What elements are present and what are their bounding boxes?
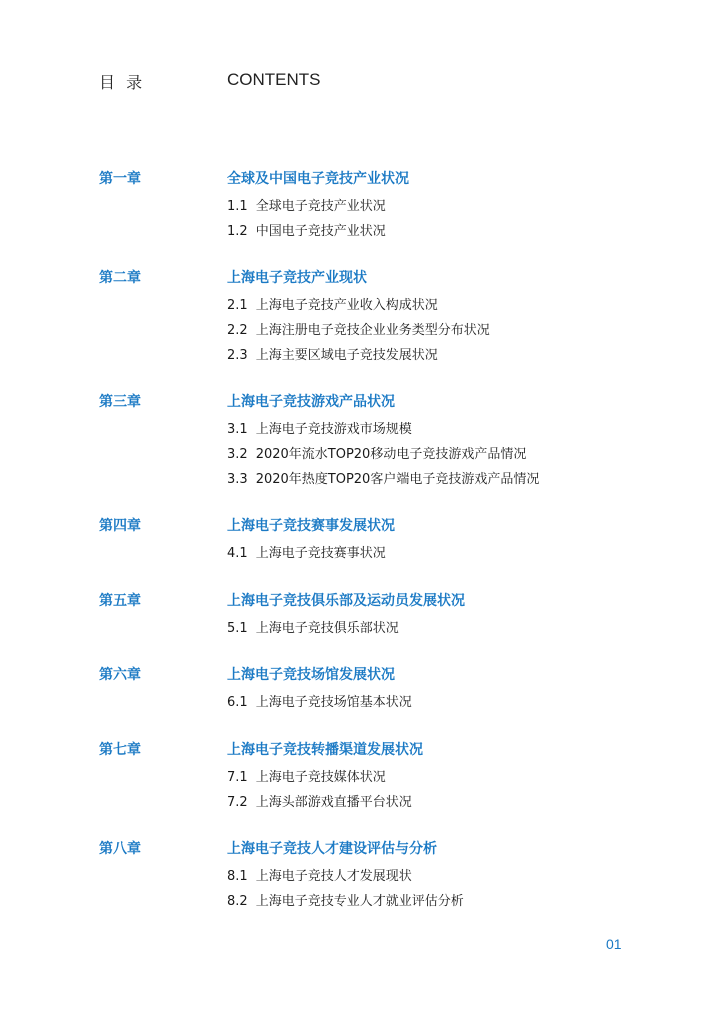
section-number: 3.2 <box>227 447 248 462</box>
section-title: 2020年热度TOP20客户端电子竞技游戏产品情况 <box>255 472 540 487</box>
chapter-title[interactable]: 上海电子竞技俱乐部及运动员发展状况 <box>227 593 465 609</box>
chapter-number: 第四章 <box>99 518 141 534</box>
section-title: 上海电子竞技产业收入构成状况 <box>255 298 438 313</box>
section-title: 上海电子竞技游戏市场规模 <box>255 422 412 437</box>
section-title: 上海电子竞技媒体状况 <box>255 770 386 785</box>
section-entry[interactable] <box>227 617 399 636</box>
chapter-number: 第三章 <box>99 394 141 410</box>
chapter-number: 第二章 <box>99 270 141 286</box>
chapter-title[interactable]: 上海电子竞技转播渠道发展状况 <box>227 742 423 758</box>
section-entry[interactable] <box>227 344 438 363</box>
section-title: 2020年流水TOP20移动电子竞技游戏产品情况 <box>255 447 527 462</box>
section-number: 1.2 <box>227 224 248 239</box>
chapter-title[interactable]: 上海电子竞技赛事发展状况 <box>227 518 395 534</box>
section-number: 2.3 <box>227 348 248 363</box>
section-title: 上海头部游戏直播平台状况 <box>255 795 412 810</box>
section-number: 1.1 <box>227 199 248 214</box>
section-number: 3.3 <box>227 472 248 487</box>
section-entry[interactable] <box>227 319 490 338</box>
section-entry[interactable] <box>227 865 412 884</box>
section-entry[interactable] <box>227 691 412 710</box>
section-title: 上海主要区域电子竞技发展状况 <box>255 348 438 363</box>
toc-header-label: 目 录 <box>99 73 146 92</box>
section-number: 5.1 <box>227 621 248 636</box>
section-entry[interactable] <box>227 294 438 313</box>
section-entry[interactable] <box>227 468 539 487</box>
chapter-number: 第八章 <box>99 841 141 857</box>
chapter-number: 第一章 <box>99 171 141 187</box>
section-title: 上海电子竞技赛事状况 <box>255 546 386 561</box>
chapter-title[interactable]: 上海电子竞技场馆发展状况 <box>227 667 395 683</box>
section-entry[interactable] <box>227 418 412 437</box>
section-entry[interactable] <box>227 766 386 785</box>
chapter-title[interactable]: 上海电子竞技人才建设评估与分析 <box>227 841 437 857</box>
section-number: 7.1 <box>227 770 248 785</box>
section-number: 2.1 <box>227 298 248 313</box>
section-title: 中国电子竞技产业状况 <box>255 224 386 239</box>
section-entry[interactable] <box>227 220 386 239</box>
section-number: 8.2 <box>227 894 248 909</box>
section-title: 上海电子竞技俱乐部状况 <box>255 621 399 636</box>
section-entry[interactable] <box>227 791 412 810</box>
toc-header-title: CONTENTS <box>227 70 321 89</box>
section-number: 3.1 <box>227 422 248 437</box>
chapter-number: 第五章 <box>99 593 141 609</box>
section-number: 6.1 <box>227 695 248 710</box>
section-number: 2.2 <box>227 323 248 338</box>
section-number: 7.2 <box>227 795 248 810</box>
section-entry[interactable] <box>227 195 386 214</box>
chapter-title[interactable]: 全球及中国电子竞技产业状况 <box>227 171 409 187</box>
section-number: 4.1 <box>227 546 248 561</box>
section-entry[interactable] <box>227 890 464 909</box>
section-entry[interactable] <box>227 443 526 462</box>
chapter-number: 第七章 <box>99 742 141 758</box>
page-number: 01 <box>606 936 622 952</box>
section-title: 上海注册电子竞技企业业务类型分布状况 <box>255 323 490 338</box>
section-title: 上海电子竞技场馆基本状况 <box>255 695 412 710</box>
section-title: 上海电子竞技专业人才就业评估分析 <box>255 894 464 909</box>
section-entry[interactable] <box>227 542 386 561</box>
chapter-title[interactable]: 上海电子竞技游戏产品状况 <box>227 394 395 410</box>
chapter-number: 第六章 <box>99 667 141 683</box>
chapter-title[interactable]: 上海电子竞技产业现状 <box>227 270 367 286</box>
section-number: 8.1 <box>227 869 248 884</box>
section-title: 全球电子竞技产业状况 <box>255 199 386 214</box>
section-title: 上海电子竞技人才发展现状 <box>255 869 412 884</box>
